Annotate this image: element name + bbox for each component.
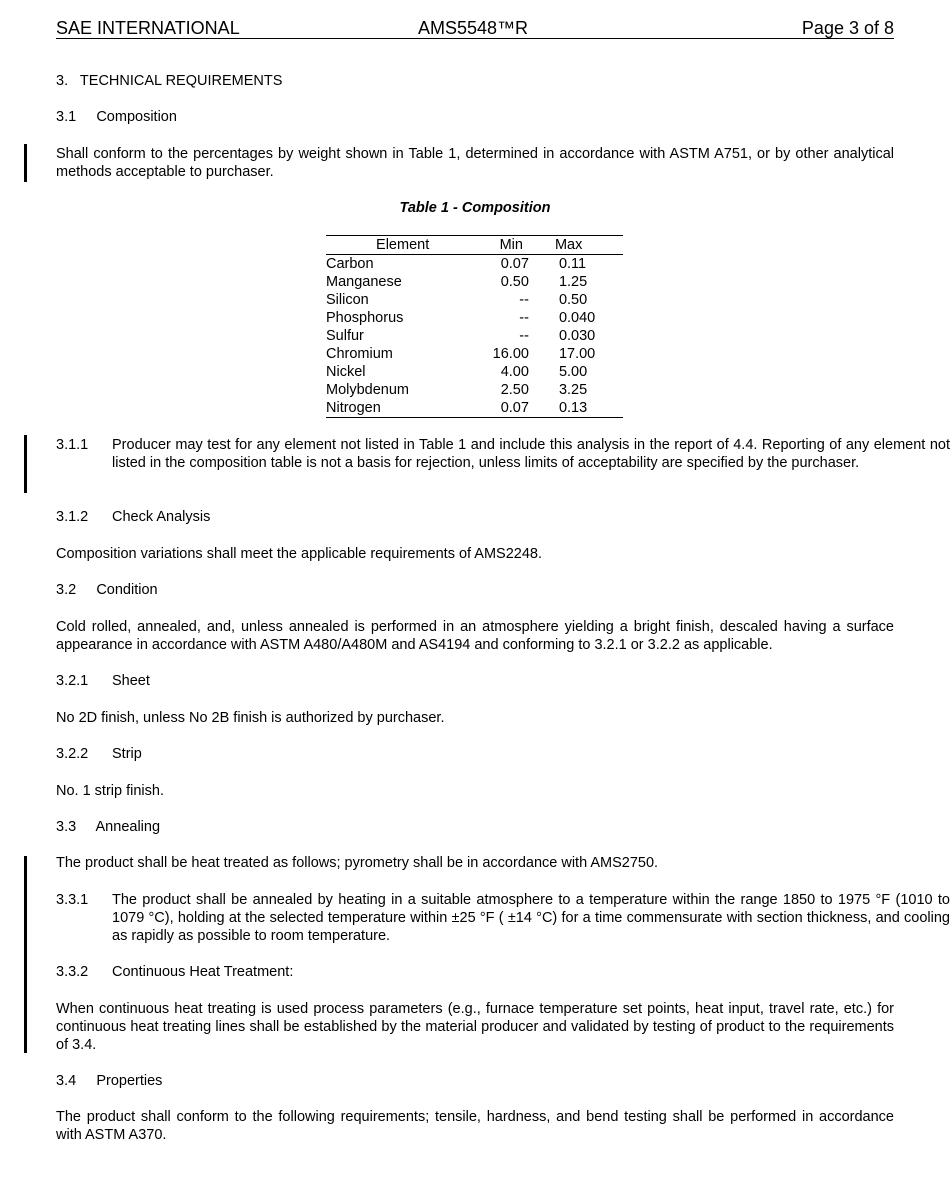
change-bar-3-3	[24, 856, 27, 1053]
cell-element: Carbon	[326, 256, 374, 272]
section-text: Producer may test for any element not listed in Table 1 and include this analysis in the report of 4.4. Reporting of any element not listed in the composition table is not a basis for rejection, unless limits of acceptability are specified by the purchaser.	[112, 437, 950, 471]
paragraph-3-1-2: Composition variations shall meet the applicable requirements of AMS2248.	[56, 546, 543, 562]
table-row	[326, 255, 623, 274]
section-title: Strip	[112, 746, 142, 762]
cell-min: 16.00	[492, 346, 529, 362]
section-3-heading	[56, 72, 894, 90]
section-3-2-heading	[56, 581, 894, 599]
cell-max: 17.00	[558, 346, 596, 362]
cell-max: 0.030	[558, 328, 596, 344]
section-3-1-heading	[56, 108, 894, 126]
section-3-4-heading	[56, 1072, 894, 1090]
section-3-3-heading	[56, 818, 894, 836]
table-row	[326, 399, 623, 418]
table-row	[326, 327, 623, 345]
cell-min: --	[519, 328, 529, 344]
section-title: Condition	[96, 582, 158, 598]
change-bar-3-1	[24, 144, 27, 182]
section-number: 3.3.2	[56, 964, 89, 980]
section-title: Sheet	[112, 673, 150, 689]
header-org: SAE INTERNATIONAL	[56, 18, 240, 38]
section-title: Check Analysis	[112, 509, 211, 525]
cell-element: Phosphorus	[326, 310, 404, 326]
cell-max: 1.25	[558, 274, 588, 290]
table-row	[326, 345, 623, 363]
header-doc-number: AMS5548™R	[418, 18, 529, 38]
section-number: 3.2.1	[56, 673, 89, 689]
section-number: 3.1	[56, 109, 77, 125]
section-title: Annealing	[95, 819, 161, 835]
cell-max: 5.00	[558, 364, 588, 380]
table-row	[326, 309, 623, 327]
section-3-3-2-heading	[56, 963, 894, 981]
paragraph-3-3-2: When continuous heat treating is used process parameters (e.g., furnace temperature set points, heat input, travel rate, etc.) for continuous heat treating lines shall be established by the material producer and validated by testing of product to the requirements of 3.4.	[56, 1001, 894, 1053]
cell-min: 0.07	[479, 399, 529, 418]
paragraph-3-3-1	[56, 891, 950, 945]
column-header-max: Max	[529, 236, 623, 255]
table-caption: Table 1 - Composition	[399, 200, 551, 216]
section-number: 3.2.2	[56, 746, 89, 762]
paragraph-3-4: The product shall conform to the following requirements; tensile, hardness, and bend testing shall be performed in accordance with ASTM A370.	[56, 1109, 894, 1143]
column-header-min: Min	[479, 236, 529, 255]
section-title: Composition	[96, 109, 177, 125]
cell-element: Silicon	[326, 292, 369, 308]
column-header-element: Element	[326, 236, 479, 255]
paragraph-3-2-1: No 2D finish, unless No 2B finish is authorized by purchaser.	[56, 710, 445, 726]
cell-min: 0.50	[500, 274, 529, 290]
paragraph-3-2: Cold rolled, annealed, and, unless annealed is performed in an atmosphere yielding a bright finish, descaled having a surface appearance in accordance with ASTM A480/A480M and AS4194 and conforming to 3.2.1 or 3.2.2 as applicable.	[56, 619, 894, 653]
cell-max: 0.50	[558, 292, 588, 308]
cell-max: 0.11	[558, 256, 587, 272]
section-title: Continuous Heat Treatment:	[112, 964, 294, 980]
page-header	[56, 16, 894, 39]
section-text: The product shall be annealed by heating in a suitable atmosphere to a temperature within the range 1850 to 1975 °F (1010 to 1079 °C), holding at the selected temperature within ±25 °F ( ±14 °C) for a time commensurate with section thickness, and cooling as rapidly as possible to room temperature.	[112, 892, 950, 944]
paragraph-3-3: The product shall be heat treated as follows; pyrometry shall be in accordance with AMS2750.	[56, 855, 659, 871]
section-number: 3.	[56, 73, 69, 89]
cell-min: 4.00	[500, 364, 529, 380]
change-bar-3-1-1	[24, 435, 27, 493]
table-row	[326, 381, 623, 399]
composition-table	[326, 235, 623, 418]
section-number: 3.3.1	[56, 892, 89, 908]
cell-element: Chromium	[326, 346, 393, 362]
cell-min: 2.50	[500, 382, 529, 398]
paragraph-3-1-1	[56, 436, 950, 472]
cell-element: Sulfur	[326, 328, 364, 344]
cell-min: 0.07	[500, 256, 529, 272]
cell-max: 0.13	[529, 399, 623, 418]
cell-element: Nitrogen	[326, 399, 479, 418]
cell-element: Nickel	[326, 364, 366, 380]
table-header-row	[326, 236, 623, 255]
section-number: 3.1.1	[56, 437, 89, 453]
paragraph-3-2-2: No. 1 strip finish.	[56, 783, 164, 799]
cell-min: --	[519, 310, 529, 326]
section-number: 3.2	[56, 582, 77, 598]
section-3-2-1-heading	[56, 672, 894, 690]
cell-element: Manganese	[326, 274, 402, 290]
section-number: 3.4	[56, 1073, 77, 1089]
cell-max: 0.040	[558, 310, 596, 326]
section-number: 3.3	[56, 819, 77, 835]
section-number: 3.1.2	[56, 509, 89, 525]
section-title: Properties	[96, 1073, 163, 1089]
cell-max: 3.25	[558, 382, 588, 398]
cell-min: --	[519, 292, 529, 308]
section-3-1-2-heading	[56, 508, 894, 526]
section-title: TECHNICAL REQUIREMENTS	[79, 73, 283, 89]
cell-element: Molybdenum	[326, 382, 410, 398]
table-row	[326, 363, 623, 381]
paragraph-3-1: Shall conform to the percentages by weight shown in Table 1, determined in accordance with ASTM A751, or by other analytical methods acceptable to purchaser.	[56, 146, 894, 180]
section-3-2-2-heading	[56, 745, 894, 763]
table-row	[326, 273, 623, 291]
table-row	[326, 291, 623, 309]
header-page-number: Page 3 of 8	[801, 18, 894, 38]
